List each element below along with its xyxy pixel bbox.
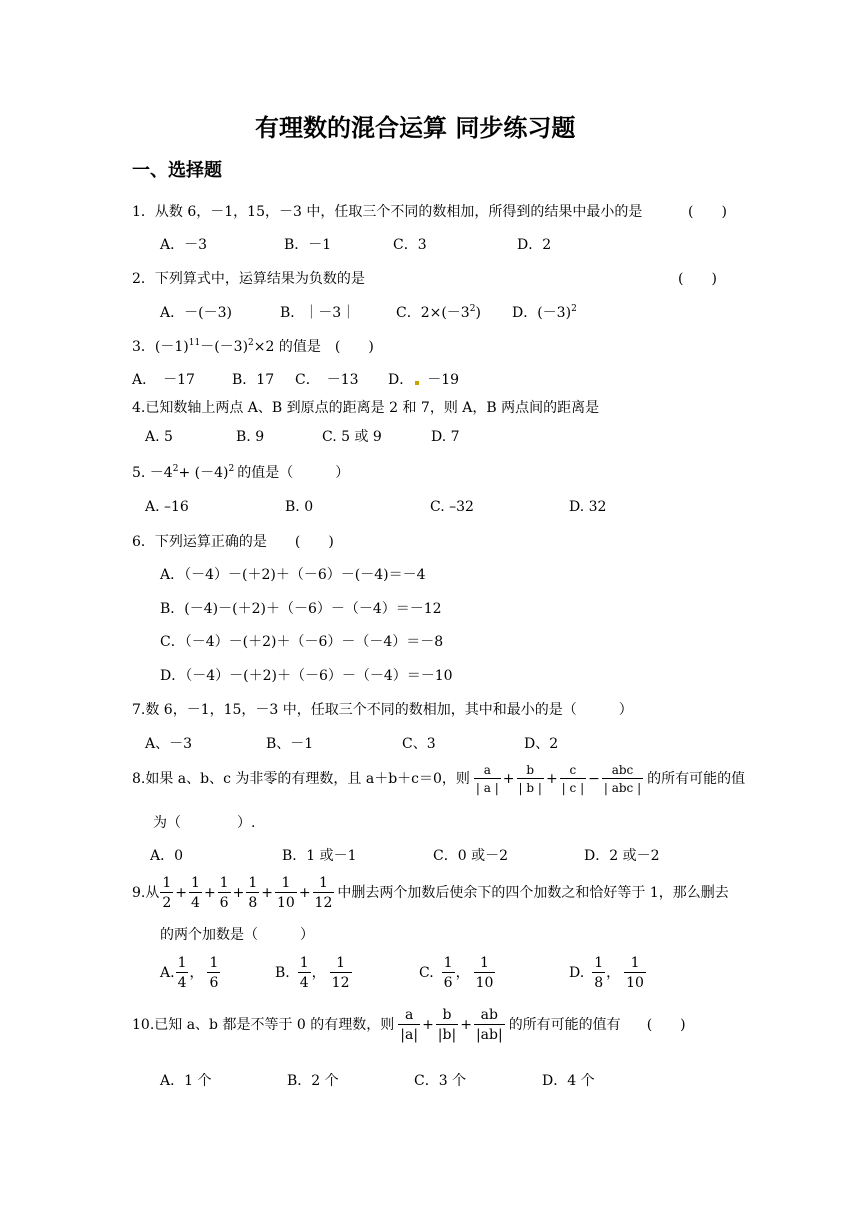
question-10-stem: 10.已知 a、b 都是不等于 0 的有理数，则 $\frac{a}{|a|}$ + $\frac{b}{|b|}$ + $\frac{ab}{|ab|}$ 的所有可能的值有 ( )	[132, 1007, 686, 1043]
question-2-stem: 2．下列算式中，运算结果为负数的是	[132, 271, 365, 287]
fraction-1-4: $\frac{1}{4}$	[191, 875, 200, 911]
question-2-option-d: D．$(-3)^2$	[512, 304, 577, 321]
fraction-b-over-abs-b: $\frac{b}{|b|}$	[437, 1007, 457, 1043]
question-6-option-a: A．（－4）－(＋2)＋（－6）－(－4)＝－4	[160, 567, 426, 583]
question-1-option-c: C．3	[393, 237, 427, 253]
question-8-option-c: C．0 或－2	[433, 848, 508, 864]
question-3-option-a: A． －17	[132, 372, 195, 388]
question-4-option-c: C. 5 或 9	[322, 429, 382, 445]
question-1-option-a: A．－3	[160, 237, 208, 253]
question-7-option-b: B、－1	[266, 736, 314, 752]
question-4-option-b: B. 9	[236, 429, 265, 445]
question-7-option-c: C、3	[402, 736, 436, 752]
question-1-paren: ( )	[688, 204, 727, 220]
question-6-option-d: D．（－4）－(＋2)＋（－6）－（－4）＝－10	[160, 668, 453, 684]
question-2-paren: ( )	[678, 271, 717, 287]
fraction-a-over-abs-a: $\frac{a}{|a|}$	[400, 1007, 419, 1043]
marker-dot	[415, 381, 419, 385]
fraction-a-over-abs-a: $\frac{a}{| a |}$	[475, 763, 499, 795]
question-1-stem: 1．从数 6，－1，15，－3 中，任取三个不同的数相加，所得到的结果中最小的是	[132, 204, 643, 220]
question-7-stem: 7.数 6，－1，15，－3 中，任取三个不同的数相加，其中和最小的是（ ）	[132, 702, 633, 718]
question-9-option-c: C. $\frac{1}{6}$ ， $\frac{1}{10}$	[419, 955, 494, 991]
question-9-option-b: B. $\frac{1}{4}$ ， $\frac{1}{12}$	[275, 955, 350, 991]
question-10-option-b: B．2 个	[287, 1073, 339, 1089]
question-8-option-a: A．0	[150, 848, 184, 864]
question-7-option-d: D、2	[524, 736, 559, 752]
question-9-option-a: A. $\frac{1}{4}$ ， $\frac{1}{6}$	[160, 955, 219, 991]
question-3-option-c: C． －13	[295, 372, 359, 388]
question-4-option-a: A. 5	[145, 429, 173, 445]
question-10-option-a: A．1 个	[160, 1073, 212, 1089]
page-title: 有理数的混合运算 同步练习题	[255, 114, 576, 142]
fraction-1-8: $\frac{1}{8}$	[248, 875, 258, 911]
question-3-stem: 3．$(-1)^{11}-(-3)^2\times 2$ 的值是 ( )	[132, 338, 374, 355]
fraction-ab-over-abs-ab: $\frac{ab}{|ab|}$	[475, 1007, 503, 1043]
question-9-stem: 9.从 $\frac{1}{2}$ + $\frac{1}{4}$ + $\frac{1}{6}$ + $\frac{1}{8}$ + $\frac{1}{10}$ + $\frac{1}{12}$ 中删去两个加数后使余下的四个加数之和恰好等于 1，那么删去	[132, 875, 729, 911]
fraction-1-2: $\frac{1}{2}$	[162, 875, 172, 911]
question-9-option-d: D. $\frac{1}{8}$ ， $\frac{1}{10}$	[569, 955, 644, 991]
question-5-option-a: A. –16	[145, 499, 189, 515]
question-5-option-c: C. –32	[430, 499, 474, 515]
question-10-option-d: D．4 个	[542, 1073, 595, 1089]
fraction-1-10: $\frac{1}{10}$	[276, 875, 295, 911]
question-1-option-b: B．－1	[284, 237, 332, 253]
question-8-option-b: B．1 或－1	[282, 848, 357, 864]
question-8-option-d: D．2 或－2	[584, 848, 660, 864]
question-5-stem: 5. $-4^2+ (-4)^2$ 的值是（ ）	[132, 464, 350, 481]
fraction-b-over-abs-b: $\frac{b}{| b |}$	[518, 763, 542, 795]
question-8-stem-continued: 为（ ）.	[153, 815, 256, 831]
question-2-option-a: A．－(－3)	[160, 305, 232, 321]
question-6-option-b: B．(－4)－(＋2)＋（－6）－（－4）＝－12	[160, 601, 442, 617]
question-10-option-c: C．3 个	[414, 1073, 467, 1089]
fraction-c-over-abs-c: $\frac{c}{| c |}$	[561, 763, 585, 795]
question-6-option-c: C．（－4）－(＋2)＋（－6）－（－4）＝－8	[160, 634, 444, 650]
question-3-option-d: D． －19	[388, 372, 460, 388]
question-4-option-d: D. 7	[431, 429, 460, 445]
question-6-stem: 6．下列运算正确的是 ( )	[132, 534, 334, 550]
question-5-option-b: B. 0	[285, 499, 314, 515]
question-4-stem: 4.已知数轴上两点 A、B 到原点的距离是 2 和 7，则 A，B 两点间的距离是	[132, 400, 600, 416]
section-heading: 一、选择题	[132, 160, 222, 181]
question-7-option-a: A、－3	[145, 736, 193, 752]
question-8-stem: 8.如果 a、b、c 为非零的有理数，且 a＋b＋c＝0，则 $\frac{a}{| a |}$ + $\frac{b}{| b |}$ + $\frac{c}{| c |}$ − $\frac{\text{abc}}{\text{| abc |}}$ 的所有可能的值	[132, 763, 746, 795]
fraction-1-12: $\frac{1}{12}$	[314, 875, 333, 911]
question-3-option-b: B．17	[232, 372, 275, 388]
fraction-abc-over-abs-abc: $\frac{\text{abc}}{\text{| abc |}}$	[603, 763, 642, 795]
question-2-option-b: B．｜－3｜	[280, 305, 356, 321]
question-1-option-d: D．2	[517, 237, 552, 253]
question-2-option-c: C．$2\times(-3^2)$	[396, 304, 481, 321]
question-5-option-d: D. 32	[569, 499, 607, 515]
fraction-1-6: $\frac{1}{6}$	[219, 875, 229, 911]
question-9-stem-continued: 的两个加数是（ ）	[160, 927, 314, 943]
